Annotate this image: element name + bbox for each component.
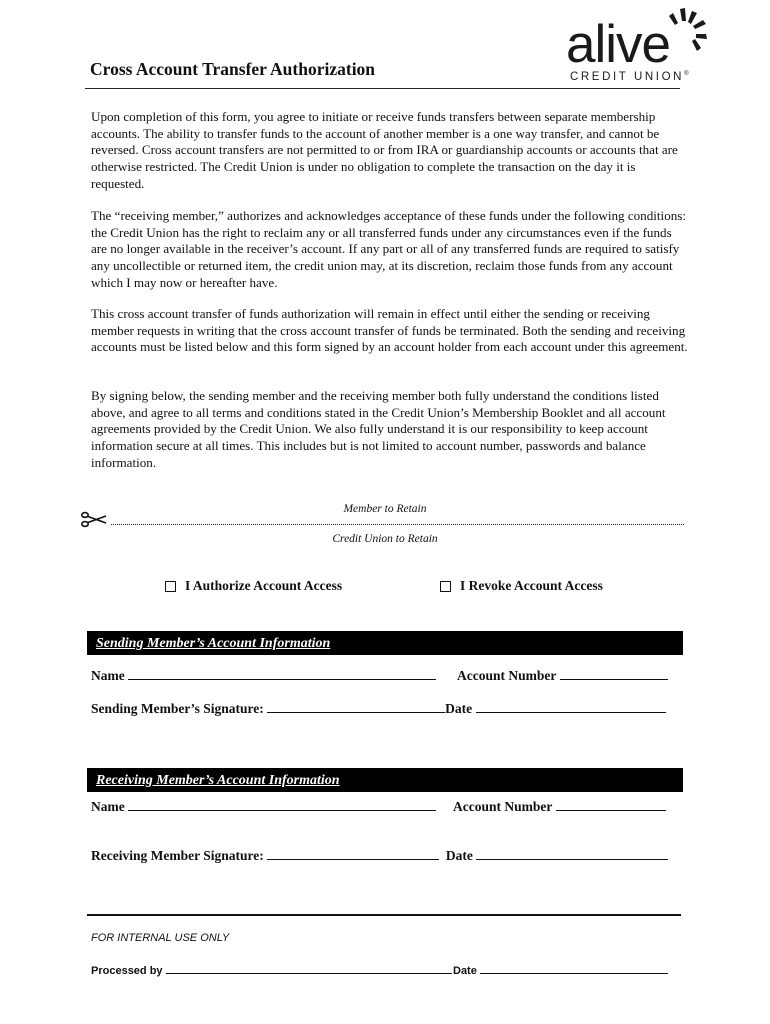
internal-date-label: Date <box>453 965 477 977</box>
receiving-member-paragraph: The “receiving member,” authorizes and acknowledges acceptance of these funds under the following conditions: the Credit Union has the right to reclaim any or all transferred funds under any circumstances even if the funds are no longer available in the receiver’s account. If any part or all of any transferred funds are required to satisfy any uncollectible or returned item, the credit union may, at its discretion, reclaim those funds from any account which I may now or hereafter have. <box>91 208 687 290</box>
revoke-label: I Revoke Account Access <box>460 578 603 593</box>
processed-by-label: Processed by <box>91 965 163 977</box>
sending-account-label: Account Number <box>457 668 557 683</box>
receiving-signature-field[interactable] <box>267 847 439 860</box>
scissors-icon <box>80 509 108 531</box>
sending-name-row <box>91 667 436 684</box>
sending-section-header <box>87 631 683 655</box>
sending-name-label: Name <box>91 668 125 683</box>
sending-name-field[interactable] <box>128 667 436 680</box>
sending-account-field[interactable] <box>560 667 668 680</box>
processed-by-row <box>91 963 452 977</box>
processed-by-field[interactable] <box>166 963 452 974</box>
revoke-option[interactable] <box>440 578 603 594</box>
receiving-account-row <box>453 798 666 815</box>
credit-union-retain-label: Credit Union to Retain <box>332 533 438 545</box>
receiving-name-label: Name <box>91 799 125 814</box>
authorize-label: I Authorize Account Access <box>185 578 343 593</box>
receiving-section-header <box>87 768 683 792</box>
receiving-signature-row <box>91 847 668 864</box>
sending-section-title: Sending Member’s Account Information <box>96 636 331 651</box>
internal-use-label: FOR INTERNAL USE ONLY <box>91 932 230 944</box>
agreement-paragraph: By signing below, the sending member and the receiving member both fully understand the conditions listed above, and agree to all terms and conditions stated in the Credit Union’s Membership Booklet and all account agreements provided by the Credit Union. We also fully understand it is our responsibility to keep account information secure at all times. This includes but is not limited to account number, passwords and balance information. <box>91 388 666 470</box>
receiving-name-field[interactable] <box>128 798 436 811</box>
receiving-date-field[interactable] <box>476 847 668 860</box>
sending-signature-label: Sending Member’s Signature: <box>91 701 264 716</box>
receiving-account-label: Account Number <box>453 799 553 814</box>
member-retain-label: Member to Retain <box>343 503 427 515</box>
receiving-name-row <box>91 798 436 815</box>
sending-signature-row <box>91 700 666 717</box>
title-divider <box>85 88 680 89</box>
form-title: Cross Account Transfer Authorization <box>90 59 376 79</box>
logo-sunburst-icon <box>662 8 712 54</box>
internal-date-row <box>453 963 668 977</box>
authorize-option[interactable] <box>165 578 342 594</box>
terms-paragraph: Upon completion of this form, you agree to initiate or receive funds transfers between separate membership accounts. The ability to transfer funds to the account of another member is a one way transfer, and cannot be reversed. Cross account transfers are not permitted to or from IRA or guardianship accounts or accounts that are otherwise restricted. The Credit Union is under no obligation to complete the transaction on the day it is requested. <box>91 109 678 191</box>
cut-line <box>111 524 684 525</box>
sending-account-row <box>457 667 668 684</box>
receiving-signature-label: Receiving Member Signature: <box>91 848 264 863</box>
revoke-checkbox[interactable] <box>440 581 451 592</box>
receiving-date-label: Date <box>445 848 473 863</box>
sending-date-field[interactable] <box>476 700 666 713</box>
sending-date-label: Date <box>445 701 473 716</box>
sending-signature-field[interactable] <box>267 700 445 713</box>
authorization-duration-paragraph: This cross account transfer of funds authorization will remain in effect until either the sending or receiving member requests in writing that the cross account transfer of funds be terminated. Both the sending and receiving accounts must be listed below and this form signed by an account holder from each account under this agreement. <box>91 306 688 355</box>
internal-divider <box>87 914 681 916</box>
receiving-section-title: Receiving Member’s Account Information <box>96 773 340 788</box>
authorize-checkbox[interactable] <box>165 581 176 592</box>
internal-date-field[interactable] <box>480 963 668 974</box>
logo-subtitle: CREDIT UNION® <box>570 71 689 83</box>
logo-wordmark: alive <box>566 15 671 74</box>
receiving-account-field[interactable] <box>556 798 666 811</box>
